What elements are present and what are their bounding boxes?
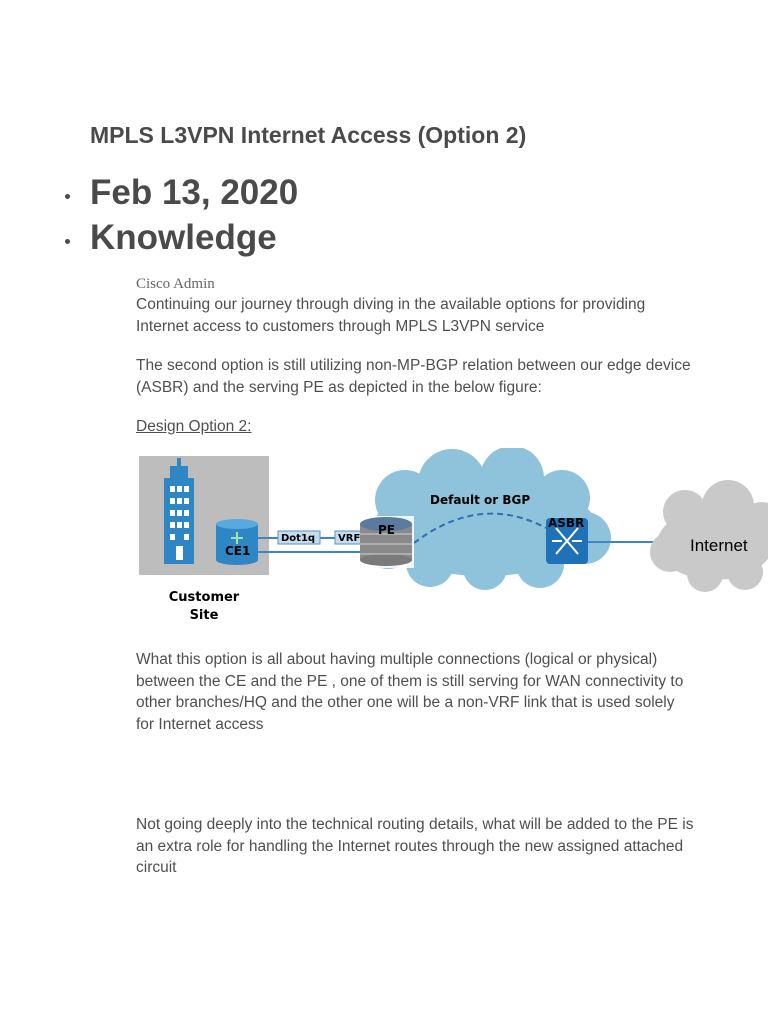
figure-caption: Design Option 2: (136, 418, 252, 435)
post-meta-list (62, 170, 298, 260)
vrf-label: VRF (338, 533, 361, 544)
paragraph-routing: Not going deeply into the technical routing details, what will be added to the PE is an extra role for handling the Internet routes through the new assigned attached circuit (136, 816, 694, 876)
post-author: Cisco Admin (136, 276, 215, 292)
internet-label: Internet (690, 536, 748, 555)
ce-label: CE1 (225, 544, 251, 558)
post-category[interactable] (62, 215, 298, 260)
customer-site-label-2: Site (189, 608, 219, 623)
paragraph-explanation: What this option is all about having multiple connections (logical or physical) between the CE and the PE , one of them is still serving for WAN connectivity to other branches/HQ and the other one will be a non-VRF link that is used solely for Internet access (136, 651, 684, 733)
asbr-label: ASBR (548, 516, 585, 530)
paragraph-option: The second option is still utilizing non-MP-BGP relation between our edge device (ASBR) and the serving PE as depicted in the below figure: (136, 357, 691, 396)
post-date (62, 170, 298, 215)
ce-router-icon (216, 519, 258, 565)
post-date-text: Feb 13, 2020 (90, 173, 299, 212)
design-option-diagram (130, 448, 768, 628)
cloud-label: Default or BGP (430, 493, 531, 507)
paragraph-intro: Continuing our journey through diving in the available options for providing Internet access to customers through MPLS L3VPN service (136, 296, 646, 335)
bullet-icon (65, 239, 70, 244)
customer-site-label: Customer (168, 590, 240, 605)
bullet-icon (65, 194, 70, 199)
post-title: MPLS L3VPN Internet Access (Option 2) (90, 122, 527, 148)
post-category-text[interactable]: Knowledge (90, 218, 277, 257)
dot1q-label: Dot1q (281, 533, 316, 544)
pe-label: PE (378, 523, 395, 537)
